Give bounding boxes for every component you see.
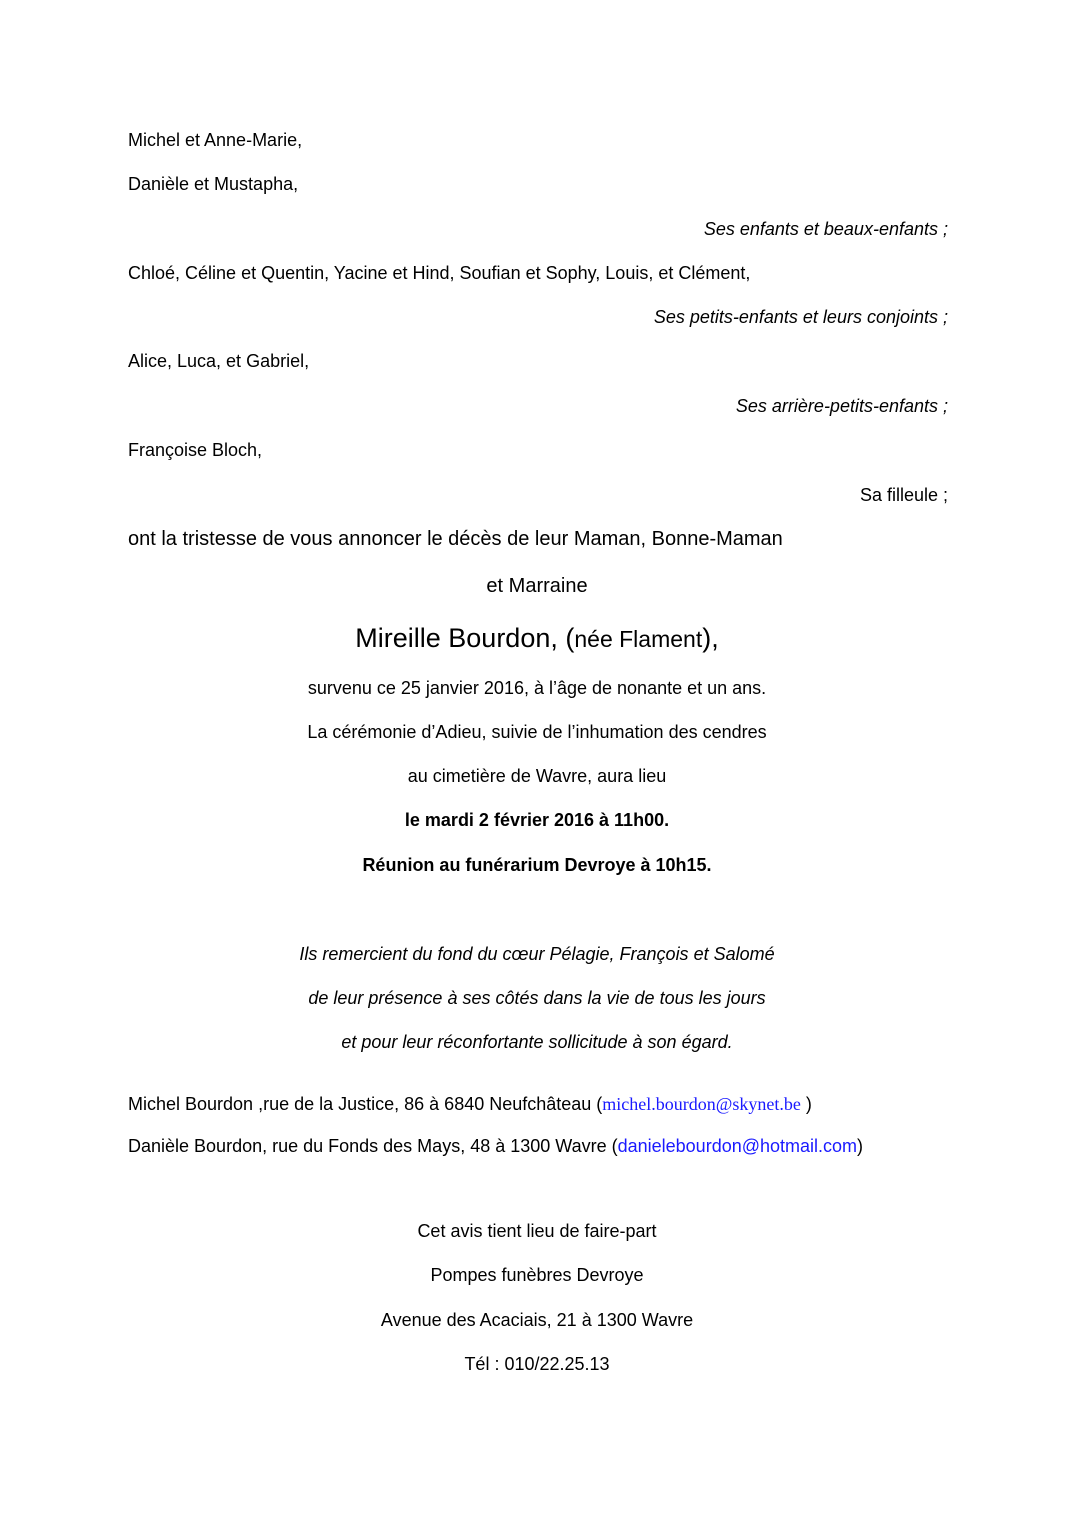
thanks-line-1: Ils remercient du fond du cœur Pélagie, François et Salomé	[299, 944, 775, 964]
death-info: survenu ce 25 janvier 2016, à l’âge de nonante et un ans.	[307, 678, 767, 698]
deceased-name	[128, 622, 946, 655]
contact-daniele	[128, 1135, 948, 1157]
goddaughter-name: Françoise Bloch,	[128, 440, 263, 460]
grandchildren-names: Chloé, Céline et Quentin, Yacine et Hind, Soufian et Sophy, Louis, et Clément,	[128, 263, 751, 283]
contact-michel-email-link[interactable]: michel.bourdon@skynet.be	[602, 1094, 801, 1114]
meeting-info: Réunion au funérarium Devroye à 10h15.	[362, 855, 712, 875]
footer-phone: Tél : 010/22.25.13	[464, 1354, 610, 1374]
deceased-nee: née Flament	[574, 626, 703, 652]
footer-notice: Cet avis tient lieu de faire-part	[417, 1221, 657, 1241]
children-names-1: Michel et Anne-Marie,	[128, 130, 303, 150]
ceremony-date: le mardi 2 février 2016 à 11h00.	[404, 810, 670, 830]
footer-address: Avenue des Acaciais, 21 à 1300 Wavre	[380, 1310, 694, 1330]
deceased-name-main: Mireille Bourdon, (	[355, 623, 575, 653]
great-grandchildren-role: Ses arrière-petits-enfants ;	[735, 396, 948, 416]
announcement-line-2: et Marraine	[486, 575, 588, 597]
footer-funeral-home: Pompes funèbres Devroye	[430, 1265, 644, 1285]
grandchildren-role: Ses petits-enfants et leurs conjoints ;	[653, 307, 948, 327]
ceremony-line-2: au cimetière de Wavre, aura lieu	[407, 766, 667, 786]
great-grandchildren-names: Alice, Luca, et Gabriel,	[128, 351, 310, 371]
announcement-line-1: ont la tristesse de vous annoncer le décès de leur Maman, Bonne-Maman	[128, 528, 783, 550]
contact-michel-close: )	[800, 1094, 812, 1114]
contact-daniele-email-link[interactable]: danielebourdon@hotmail.com	[617, 1136, 858, 1156]
contact-daniele-text: Danièle Bourdon, rue du Fonds des Mays, 48 à 1300 Wavre (	[128, 1136, 618, 1156]
goddaughter-role: Sa filleule ;	[859, 485, 948, 505]
children-names-2: Danièle et Mustapha,	[128, 174, 299, 194]
ceremony-line-1: La cérémonie d’Adieu, suivie de l’inhumation des cendres	[307, 722, 767, 742]
contact-michel-text: Michel Bourdon ,rue de la Justice, 86 à 6840 Neufchâteau (	[128, 1094, 603, 1114]
deceased-name-suffix: ),	[702, 623, 719, 653]
contact-daniele-close: )	[857, 1136, 864, 1156]
thanks-line-3: et pour leur réconfortante sollicitude à son égard.	[341, 1032, 733, 1052]
contact-michel	[128, 1093, 948, 1115]
children-role: Ses enfants et beaux-enfants ;	[703, 219, 948, 239]
thanks-line-2: de leur présence à ses côtés dans la vie de tous les jours	[308, 988, 766, 1008]
